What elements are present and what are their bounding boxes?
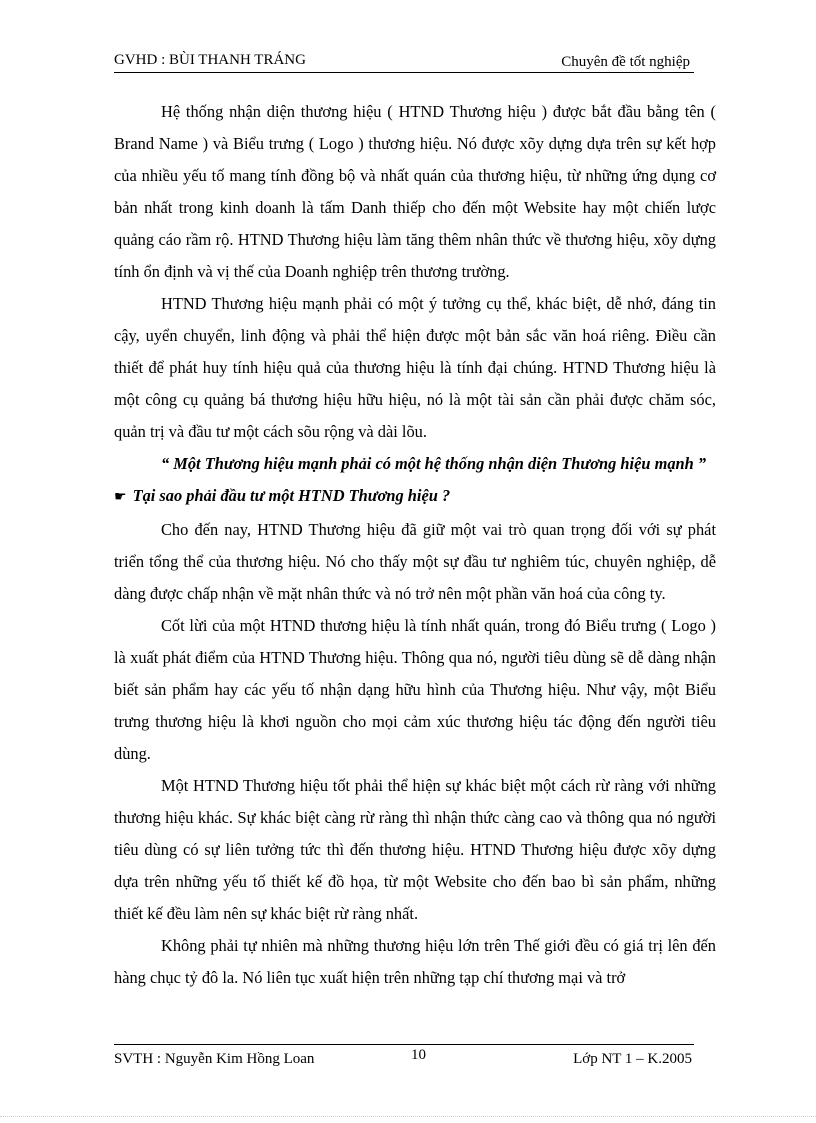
page-footer [114, 1044, 694, 1073]
page-body [114, 96, 716, 994]
quote: “ Một Thương hiệu mạnh phải có một hệ thống nhận diện Thương hiệu mạnh ” [161, 454, 707, 473]
section-subheading [114, 480, 716, 514]
footer-student: SVTH : Nguyễn Kim Hồng Loan [114, 1051, 315, 1067]
paragraph-5: Một HTND Thương hiệu tốt phải thể hiện sự khác biệt một cách rừ ràng với những thương hiệu khác. Sự khác biệt càng rừ ràng thì nhận thức càng cao và thông qua nó người tiêu dùng có sự liên tưởng tức thì đến thương hiệu. HTND Thương hiệu được xõy dựng dựa trên những yếu tố thiết kế đồ họa, từ một Website cho đến bao bì sản phẩm, những thiết kế đều làm nên sự khác biệt rừ ràng nhất. [114, 776, 716, 923]
header-advisor: GVHD : BÙI THANH TRÁNG [114, 52, 306, 68]
pointing-hand-icon: ☛ [114, 490, 127, 505]
page-bottom-edge [0, 1116, 816, 1117]
page-header [114, 50, 694, 73]
paragraph-6: Không phải tự nhiên mà những thương hiệu lớn trên Thế giới đều có giá trị lên đến hàng chục tỷ đô la. Nó liên tục xuất hiện trên những tạp chí thương mại và trở [114, 936, 716, 987]
header-title: Chuyên đề tốt nghiệp [561, 54, 690, 70]
subheading-text: Tại sao phải đầu tư một HTND Thương hiệu ? [132, 486, 451, 505]
page-number: 10 [411, 1047, 426, 1063]
paragraph-1: Hệ thống nhận diện thương hiệu ( HTND Thương hiệu ) được bắt đầu bằng tên ( Brand Name ) và Biểu trưng ( Logo ) thương hiệu. Nó được xõy dựng dựa trên sự kết hợp của nhiều yếu tố mang tính đồng bộ và nhất quán của thương hiệu, từ những ứng dụng cơ bản nhất trong kinh doanh là tấm Danh thiếp cho đến một Website hay một chiến lược quảng cáo rầm rộ. HTND Thương hiệu làm tăng thêm nhân thức về thương hiệu, xõy dựng tính ổn định và vị thế của Doanh nghiệp trên thương trường. [114, 102, 716, 281]
paragraph-3: Cho đến nay, HTND Thương hiệu đã giữ một vai trò quan trọng đối với sự phát triển tổng thể của thương hiệu. Nó cho thấy một sự đầu tư nghiêm túc, chuyên nghiệp, dễ dàng được chấp nhận về mặt nhân thức và nó trở nên một phần văn hoá của công ty. [114, 520, 716, 603]
paragraph-2: HTND Thương hiệu mạnh phải có một ý tưởng cụ thể, khác biệt, dễ nhớ, đáng tin cậy, uyển chuyển, linh động và phải thể hiện được một bản sắc văn hoá riêng. Điều cần thiết để phát huy tính hiệu quả của thương hiệu là tính đại chúng. HTND Thương hiệu là một công cụ quảng bá thương hiệu hữu hiệu, nó là một tài sản cần phải được chăm sóc, quản trị và đầu tư một cách sõu rộng và dài lõu. [114, 294, 716, 441]
paragraph-4: Cốt lừi của một HTND thương hiệu là tính nhất quán, trong đó Biểu trưng ( Logo ) là xuất phát điểm của HTND Thương hiệu. Thông qua nó, người tiêu dùng sẽ dễ dàng nhận biết sản phẩm hay các yếu tố nhận dạng hữu hình của Thương hiệu. Như vậy, một Biểu trưng thương hiệu là khơi nguồn cho mọi cảm xúc thương hiệu tác động đến người tiêu dùng. [114, 616, 716, 763]
footer-class: Lớp NT 1 – K.2005 [573, 1051, 692, 1067]
